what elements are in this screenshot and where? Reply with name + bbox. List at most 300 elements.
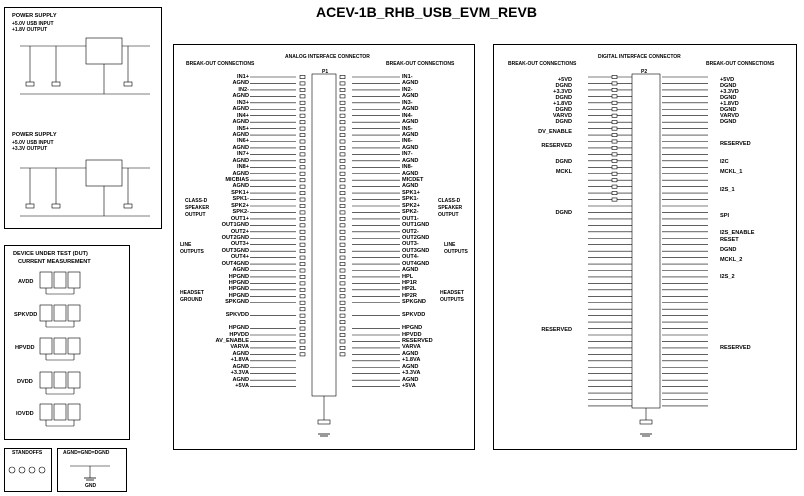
capacitor xyxy=(26,82,34,86)
dut-rail-label: DVDD xyxy=(17,379,33,385)
pin-label: OUT3- xyxy=(402,241,419,248)
pin-label: HPGND xyxy=(228,325,249,332)
resistor xyxy=(340,108,345,111)
jumper-pin xyxy=(54,372,66,388)
pin-label: IN1- xyxy=(402,74,413,80)
resistor xyxy=(300,153,305,156)
resistor xyxy=(300,204,305,207)
pin-label: AGND xyxy=(232,80,249,87)
pin-label: HPGND xyxy=(228,292,249,299)
pin-label: AGND xyxy=(402,170,419,177)
resistor xyxy=(612,166,617,169)
pin-label: IN8+ xyxy=(237,164,249,171)
digital-conn-ref: P2 xyxy=(641,69,648,75)
resistor xyxy=(340,198,345,201)
pin-label: OUT3GND xyxy=(402,247,430,254)
resistor xyxy=(340,275,345,278)
pin-label: SPK2+ xyxy=(231,202,249,209)
resistor xyxy=(340,346,345,349)
resistor xyxy=(612,192,617,195)
capacitor xyxy=(124,82,132,86)
pin-label: AGND xyxy=(232,119,249,126)
pin-label: AGND xyxy=(232,131,249,138)
pin-label: IN7+ xyxy=(237,151,249,158)
pin-label: IN5+ xyxy=(237,125,249,132)
digital-pin-label: +5VD xyxy=(720,77,735,83)
resistor xyxy=(612,101,617,104)
resistor xyxy=(300,133,305,136)
power-supply-line: +3.3V OUTPUT xyxy=(12,146,48,152)
pin-label: +5VA xyxy=(402,383,416,389)
resistor xyxy=(612,153,617,156)
page-title: ACEV-1B_RHB_USB_EVM_REVB xyxy=(316,4,537,20)
resistor xyxy=(340,75,345,78)
resistor xyxy=(612,159,617,162)
digital-pin-label: SPI xyxy=(720,213,730,219)
pin-label: +3.3VA xyxy=(402,370,421,377)
pin-label: SPK1- xyxy=(402,196,419,203)
resistor xyxy=(612,108,617,111)
digital-right-heading: BREAK-OUT CONNECTIONS xyxy=(706,61,775,67)
digital-pin-label: RESERVED xyxy=(720,345,751,351)
digital-header-p2 xyxy=(632,74,660,408)
line-label-left: OUTPUTS xyxy=(180,249,204,255)
resistor xyxy=(300,308,305,311)
pin-label: AGND xyxy=(402,183,419,190)
resistor xyxy=(300,321,305,324)
dut-rail-label: AVDD xyxy=(18,279,34,285)
digital-pin-label: VARVD xyxy=(552,113,572,119)
resistor xyxy=(340,101,345,104)
jumper-pin xyxy=(68,305,80,321)
analog-left-heading: BREAK-OUT CONNECTIONS xyxy=(186,61,255,67)
resistor xyxy=(300,353,305,356)
class-d-label-right: OUTPUT xyxy=(438,212,459,218)
resistor xyxy=(340,282,345,285)
line-label-left: LINE xyxy=(180,242,192,248)
resistor xyxy=(300,192,305,195)
resistor xyxy=(340,153,345,156)
resistor xyxy=(300,262,305,265)
digital-pin-label: DGND xyxy=(720,119,737,125)
pin-label: VARVA xyxy=(230,344,249,351)
resistor xyxy=(340,295,345,298)
resistor xyxy=(340,114,345,117)
resistor xyxy=(612,82,617,85)
resistor xyxy=(612,88,617,91)
pin-label: AGND xyxy=(232,144,249,151)
resistor xyxy=(300,295,305,298)
pin-label: MICBIAS xyxy=(225,177,249,183)
resistor xyxy=(612,133,617,136)
analog-heading: ANALOG INTERFACE CONNECTOR xyxy=(285,54,370,60)
digital-pin-label: DV_ENABLE xyxy=(538,129,572,135)
pin-label: SPKVDD xyxy=(225,312,249,319)
pin-label: HPGND xyxy=(228,286,249,293)
resistor xyxy=(300,159,305,162)
pin-label: MICDET xyxy=(402,177,424,183)
resistor xyxy=(300,314,305,317)
resistor xyxy=(340,340,345,343)
resistor xyxy=(300,256,305,259)
digital-pin-label: MCKL_2 xyxy=(720,257,743,263)
resistor xyxy=(340,230,345,233)
pin-label: IN6+ xyxy=(237,138,249,145)
digital-pin-label: +3.3VD xyxy=(553,89,572,95)
pin-label: AGND xyxy=(402,119,419,126)
resistor xyxy=(300,217,305,220)
headset-label-right: HEADSET xyxy=(440,290,464,296)
dut-rail-label: SPKVDD xyxy=(14,312,38,318)
resistor xyxy=(340,166,345,169)
pin-label: AGND xyxy=(402,144,419,151)
resistor xyxy=(300,250,305,253)
line-label-right: OUTPUTS xyxy=(444,249,468,255)
pin-label: HPVDD xyxy=(229,331,249,338)
resistor xyxy=(300,301,305,304)
resistor xyxy=(612,95,617,98)
pin-label: SPK2+ xyxy=(402,202,420,209)
digital-pin-label: +3.3VD xyxy=(720,89,739,95)
pin-label: AGND xyxy=(232,350,249,357)
pin-label: HPGND xyxy=(228,280,249,286)
jumper-pin xyxy=(54,272,66,288)
pin-label: AGND xyxy=(402,93,419,100)
resistor xyxy=(300,198,305,201)
pin-label: +1.8VA xyxy=(402,357,421,364)
resistor xyxy=(612,179,617,182)
resistor xyxy=(340,224,345,227)
resistor xyxy=(300,327,305,330)
resistor xyxy=(340,256,345,259)
pin-label: IN2- xyxy=(402,86,413,93)
resistor xyxy=(612,146,617,149)
power-supply-heading: POWER SUPPLY xyxy=(12,13,57,19)
power-supply-heading: POWER SUPPLY xyxy=(12,132,57,138)
headset-label-left: HEADSET xyxy=(180,290,204,296)
resistor xyxy=(340,250,345,253)
resistor xyxy=(340,133,345,136)
line-label-right: LINE xyxy=(444,242,456,248)
resistor xyxy=(300,127,305,130)
pin-label: AGND xyxy=(232,170,249,177)
pin-label: IN6- xyxy=(402,138,413,145)
pin-label: AGND xyxy=(232,363,249,370)
pin-label: IN3+ xyxy=(237,99,249,106)
resistor xyxy=(340,185,345,188)
pin-label: +1.8VA xyxy=(230,357,249,364)
power-supply-line: +1.8V OUTPUT xyxy=(12,27,48,33)
digital-pin-label: DGND xyxy=(555,159,572,165)
pin-label: OUT2+ xyxy=(230,228,249,235)
resistor xyxy=(340,288,345,291)
standoff xyxy=(9,467,15,473)
resistor xyxy=(300,282,305,285)
pin-label: HPGND xyxy=(402,325,423,332)
pin-label: OUT1- xyxy=(402,215,419,222)
resistor xyxy=(340,82,345,85)
jumper-pin xyxy=(40,305,52,321)
pin-label: RESERVED xyxy=(402,337,433,344)
pin-label: AGND xyxy=(402,350,419,357)
power-supply-line: +5.0V USB INPUT xyxy=(12,21,54,27)
pin-label: IN2- xyxy=(238,86,249,93)
pin-label: +5VA xyxy=(235,383,249,389)
dut-rail-label: IOVDD xyxy=(16,411,34,417)
resistor xyxy=(340,237,345,240)
jumper-pin xyxy=(54,404,66,420)
analog-conn-ref: P1 xyxy=(322,69,329,75)
resistor xyxy=(340,333,345,336)
resistor xyxy=(300,82,305,85)
connector-p4 xyxy=(640,420,652,424)
jumper-pin xyxy=(40,272,52,288)
resistor xyxy=(340,321,345,324)
dut-rail-label: HPVDD xyxy=(15,345,35,351)
pin-label: VARVA xyxy=(402,344,421,351)
resistor xyxy=(300,346,305,349)
capacitor xyxy=(52,204,60,208)
digital-pin-label: I2S_2 xyxy=(720,274,735,280)
resistor xyxy=(300,179,305,182)
resistor xyxy=(340,217,345,220)
analog-header-p1 xyxy=(312,74,336,396)
pin-label: AGND xyxy=(402,131,419,138)
digital-pin-label: RESERVED xyxy=(541,327,572,333)
pin-label: OUT1GND xyxy=(402,222,430,229)
pin-label: OUT4- xyxy=(402,254,419,261)
capacitor xyxy=(26,204,34,208)
resistor xyxy=(612,127,617,130)
pin-label: AGND xyxy=(402,267,419,274)
pin-label: HP2L xyxy=(402,286,417,293)
pin-label: SPK1+ xyxy=(402,189,420,196)
pin-label: AGND xyxy=(402,80,419,87)
resistor xyxy=(340,146,345,149)
pin-label: AV_ENABLE xyxy=(215,337,249,344)
pin-label: HPVDD xyxy=(402,331,422,338)
analog-right-heading: BREAK-OUT CONNECTIONS xyxy=(386,61,455,67)
pin-label: HP1R xyxy=(402,280,417,286)
class-d-label-left: OUTPUT xyxy=(185,212,206,218)
pin-label: AGND xyxy=(232,157,249,164)
resistor xyxy=(300,172,305,175)
resistor xyxy=(300,166,305,169)
pin-label: AGND xyxy=(402,363,419,370)
resistor xyxy=(300,275,305,278)
jumper-pin xyxy=(40,372,52,388)
resistor xyxy=(340,127,345,130)
digital-pin-label: +5VD xyxy=(557,77,572,83)
pin-label: IN4- xyxy=(402,112,413,119)
resistor xyxy=(300,101,305,104)
capacitor xyxy=(124,204,132,208)
resistor xyxy=(340,140,345,143)
digital-pin-label: I2C xyxy=(720,159,729,165)
class-d-label-left: CLASS-D xyxy=(185,198,208,204)
digital-pin-label: DGND xyxy=(555,119,572,125)
resistor xyxy=(340,269,345,272)
headset-label-right: OUTPUTS xyxy=(440,297,464,303)
digital-pin-label: DGND xyxy=(720,247,737,253)
resistor xyxy=(300,333,305,336)
pin-label: SPK2- xyxy=(232,209,249,216)
pin-label: AGND xyxy=(402,376,419,383)
pin-label: OUT1GND xyxy=(221,222,249,229)
power-supply-line: +5.0V USB INPUT xyxy=(12,140,54,146)
resistor xyxy=(340,327,345,330)
resistor xyxy=(340,243,345,246)
pin-label: HPGND xyxy=(228,273,249,280)
resistor xyxy=(300,211,305,214)
pin-label: SPK1- xyxy=(232,196,249,203)
pin-label: AGND xyxy=(232,93,249,100)
pin-label: HP2R xyxy=(402,292,417,299)
digital-pin-label: RESERVED xyxy=(720,141,751,147)
ground-label: AGND=GND=DGND xyxy=(63,450,110,456)
digital-pin-label: I2S_ENABLE xyxy=(720,230,755,236)
resistor xyxy=(340,95,345,98)
connector-p3 xyxy=(318,420,330,424)
resistor xyxy=(300,95,305,98)
jumper-pin xyxy=(68,338,80,354)
digital-pin-label: MCKL_1 xyxy=(720,169,743,175)
resistor xyxy=(612,198,617,201)
resistor xyxy=(612,172,617,175)
regulator-ic xyxy=(86,38,122,64)
resistor xyxy=(612,75,617,78)
dut-heading: CURRENT MEASUREMENT xyxy=(18,259,91,265)
jumper-pin xyxy=(68,404,80,420)
resistor xyxy=(340,172,345,175)
resistor xyxy=(300,75,305,78)
digital-heading: DIGITAL INTERFACE CONNECTOR xyxy=(598,54,681,60)
jumper-pin xyxy=(54,305,66,321)
resistor xyxy=(300,185,305,188)
digital-left-heading: BREAK-OUT CONNECTIONS xyxy=(508,61,577,67)
resistor xyxy=(340,121,345,124)
resistor xyxy=(300,121,305,124)
pin-label: SPK1+ xyxy=(231,189,249,196)
resistor xyxy=(340,159,345,162)
pin-label: AGND xyxy=(232,106,249,113)
pin-label: SPK2- xyxy=(402,209,419,216)
resistor xyxy=(300,108,305,111)
resistor xyxy=(340,192,345,195)
jumper-pin xyxy=(54,338,66,354)
pin-label: OUT3+ xyxy=(230,241,249,248)
digital-pin-label: DGND xyxy=(555,95,572,101)
standoff xyxy=(39,467,45,473)
standoff xyxy=(29,467,35,473)
pin-label: OUT2GND xyxy=(402,234,430,241)
resistor xyxy=(300,140,305,143)
ground-gnd-label: GND xyxy=(85,483,97,489)
regulator-ic xyxy=(86,160,122,186)
pin-label: OUT1+ xyxy=(230,215,249,222)
digital-pin-label: RESERVED xyxy=(541,143,572,149)
pin-label: OUT2GND xyxy=(221,234,249,241)
digital-pin-label: DGND xyxy=(720,95,737,101)
resistor xyxy=(300,230,305,233)
digital-pin-label: DGND xyxy=(720,107,737,113)
resistor xyxy=(300,340,305,343)
digital-pin-label: DGND xyxy=(555,210,572,216)
resistor xyxy=(612,114,617,117)
standoffs-label: STANDOFFS xyxy=(12,450,43,456)
digital-pin-label: +1.8VD xyxy=(553,101,572,107)
pin-label: IN7- xyxy=(402,151,413,158)
resistor xyxy=(340,314,345,317)
resistor xyxy=(300,269,305,272)
pin-label: SPKGND xyxy=(225,299,249,306)
digital-pin-label: MCKL xyxy=(555,169,572,175)
pin-label: OUT2- xyxy=(402,228,419,235)
pin-label: AGND xyxy=(402,106,419,113)
pin-label: AGND xyxy=(402,157,419,164)
resistor xyxy=(300,114,305,117)
resistor xyxy=(612,121,617,124)
class-d-label-right: SPEAKER xyxy=(438,205,463,211)
resistor xyxy=(612,185,617,188)
pin-label: +3.3VA xyxy=(230,370,249,377)
pin-label: OUT4+ xyxy=(230,254,249,261)
class-d-label-left: SPEAKER xyxy=(185,205,210,211)
pin-label: AGND xyxy=(232,183,249,190)
pin-label: OUT4GND xyxy=(221,260,249,267)
jumper-pin xyxy=(68,272,80,288)
digital-pin-label: RESET xyxy=(720,237,739,243)
capacitor xyxy=(52,82,60,86)
resistor xyxy=(300,243,305,246)
resistor xyxy=(612,140,617,143)
digital-pin-label: +1.8VD xyxy=(720,101,739,107)
digital-pin-label: DGND xyxy=(720,83,737,89)
resistor xyxy=(300,88,305,91)
digital-pin-label: VARVD xyxy=(720,113,740,119)
resistor xyxy=(340,204,345,207)
pin-label: AGND xyxy=(232,267,249,274)
pin-label: IN3- xyxy=(402,99,413,106)
dut-heading: DEVICE UNDER TEST (DUT) xyxy=(13,251,88,257)
pin-label: SPKVDD xyxy=(402,312,426,319)
pin-label: IN1+ xyxy=(237,74,249,80)
pin-label: IN5- xyxy=(402,125,413,132)
resistor xyxy=(340,301,345,304)
pin-label: AGND xyxy=(232,376,249,383)
pin-label: SPKGND xyxy=(402,299,426,306)
resistor xyxy=(300,224,305,227)
resistor xyxy=(300,237,305,240)
headset-label-left: GROUND xyxy=(180,297,203,303)
jumper-pin xyxy=(40,338,52,354)
digital-pin-label: I2S_1 xyxy=(720,187,735,193)
resistor xyxy=(300,146,305,149)
resistor xyxy=(340,179,345,182)
jumper-pin xyxy=(68,372,80,388)
pin-label: IN8- xyxy=(402,164,413,171)
standoff xyxy=(19,467,25,473)
pin-label: HPL xyxy=(402,273,414,280)
pin-label: OUT4GND xyxy=(402,260,430,267)
resistor xyxy=(340,262,345,265)
resistor xyxy=(340,353,345,356)
resistor xyxy=(340,308,345,311)
digital-pin-label: DGND xyxy=(555,83,572,89)
resistor xyxy=(340,211,345,214)
pin-label: OUT3GND xyxy=(221,247,249,254)
pin-label: IN4+ xyxy=(237,112,249,119)
